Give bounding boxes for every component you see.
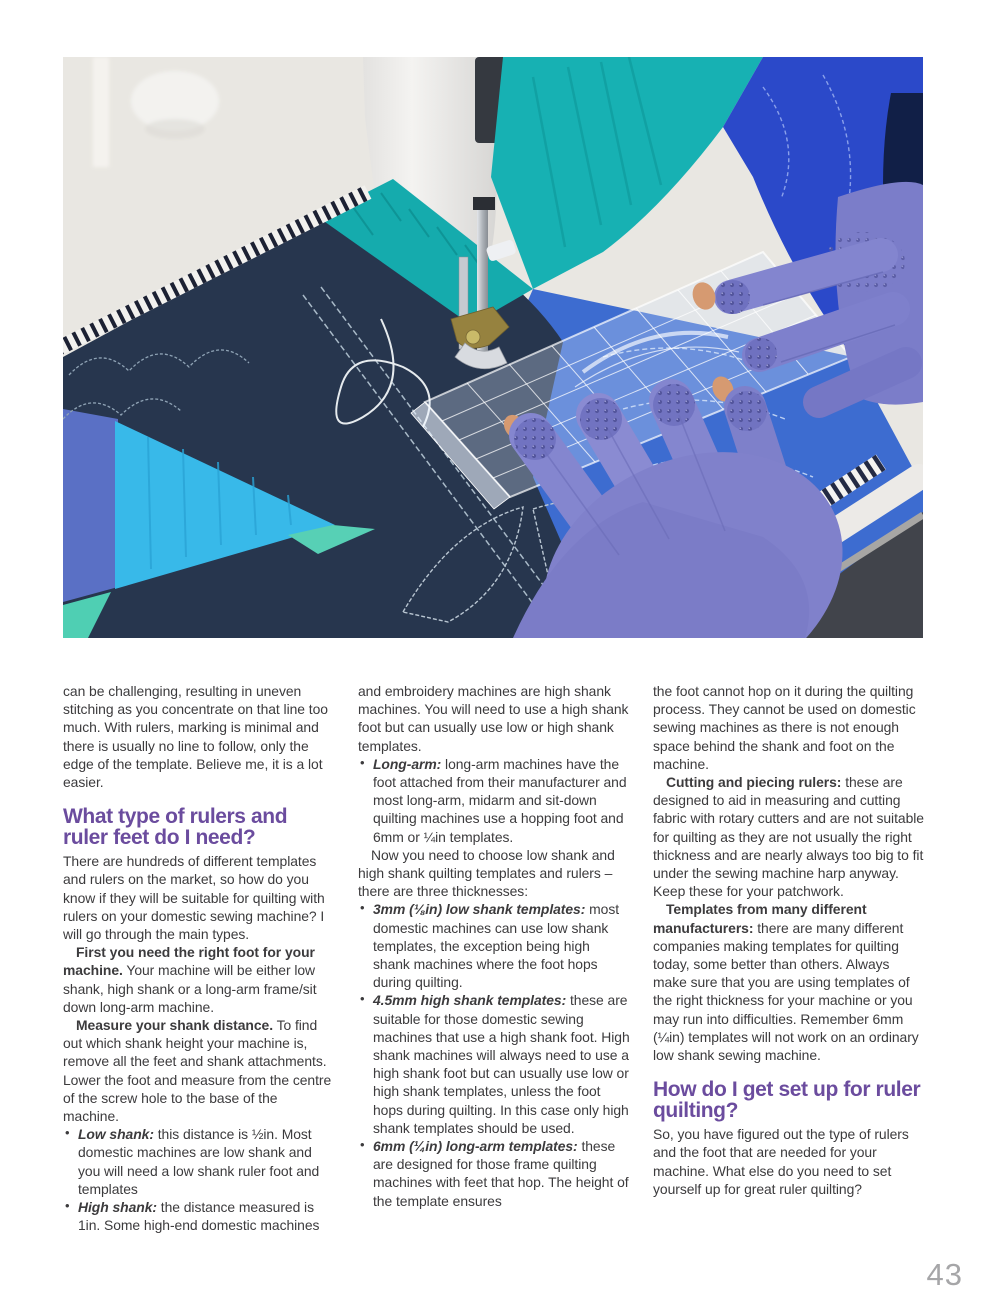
bullet-item bbox=[358, 900, 630, 991]
periwinkle-patch bbox=[63, 409, 118, 602]
lead-in-text: 6mm (¼in) long-arm templates: bbox=[373, 1138, 578, 1155]
section-heading-line: What type of rulers and bbox=[63, 805, 288, 829]
text-run: the foot cannot hop on it during the quilting process. They cannot be used on domestic sewing machines as there is not enough space behind the shank and foot on the machine. bbox=[653, 683, 916, 772]
bullet-item bbox=[63, 1125, 335, 1198]
paragraph bbox=[63, 1016, 335, 1125]
lead-in-text: Templates from many different manufacturers: bbox=[653, 901, 867, 936]
bullet-item bbox=[63, 1198, 335, 1234]
text-run: There are hundreds of different templates and rulers on the market, so how do you know if they will be suitable for quilting with rulers on your domestic sewing machine? I will go through the main types. bbox=[63, 853, 325, 943]
paragraph bbox=[63, 682, 335, 791]
lead-in-text: 3mm (⅛in) low shank templates: bbox=[373, 901, 586, 918]
text-column-1 bbox=[63, 682, 335, 1234]
paragraph bbox=[653, 773, 925, 900]
article-body bbox=[63, 682, 925, 1234]
text-run: Your machine will be either low shank, high shank or a long-arm frame/sit down long-arm machine. bbox=[63, 962, 317, 1015]
text-run: can be challenging, resulting in uneven stitching as you concentrate on that line too much. With rulers, marking is minimal and there is usually no line to follow, only the edge of the template. Believe me, it is a lot easier. bbox=[63, 683, 328, 791]
lead-in-text: 4.5mm high shank templates: bbox=[373, 992, 567, 1009]
section-heading bbox=[653, 1079, 925, 1121]
lead-in-text: Measure your shank distance. bbox=[76, 1017, 274, 1034]
bullet-item bbox=[358, 1137, 630, 1210]
bullet-item bbox=[358, 755, 630, 846]
paragraph bbox=[63, 943, 335, 1016]
text-column-2 bbox=[358, 682, 630, 1234]
section-heading bbox=[63, 806, 335, 848]
section-heading-line: How do I get set up for ruler bbox=[653, 1078, 921, 1102]
text-run: these are designed for those frame quilting machines with feet that hop. The height of the template ensures bbox=[373, 1138, 629, 1209]
photo-illustration bbox=[63, 57, 923, 638]
section-heading-line: ruler feet do I need? bbox=[63, 826, 256, 850]
text-run: there are many different companies making templates for quilting today, some better than others. Always make sure that you are using templates of the right thickness for your machine or you may run into difficulties. Remember 6mm (¼in) templates will not work on an ordinary low shank sewing machine. bbox=[653, 919, 919, 1064]
lead-in-text: High shank: bbox=[78, 1199, 157, 1216]
hero-photo-ruler-quilting bbox=[63, 57, 923, 638]
paragraph bbox=[653, 900, 925, 1064]
lead-in-text: First you need the right foot for your machine. bbox=[63, 944, 315, 979]
text-run: these are suitable for those domestic sewing machines that use a high shank foot. High shank machines will always need to use a high shank foot but can usually use low or high shank templates, unless the foot hops during quilting. In this case only high shank templates should be used. bbox=[373, 992, 630, 1136]
text-run: Now you need to choose low shank and high shank quilting templates and rulers – there are three thicknesses: bbox=[358, 846, 615, 900]
text-run: So, you have figured out the type of rulers and the foot that are needed for your machine. What else do you need to set yourself up for great ruler quilting? bbox=[653, 1126, 909, 1197]
page-number: 43 bbox=[926, 1257, 963, 1292]
paragraph bbox=[653, 682, 925, 773]
paragraph bbox=[653, 1125, 925, 1198]
lead-in-text: Low shank: bbox=[78, 1126, 154, 1143]
lead-in-text: Long-arm: bbox=[373, 755, 442, 772]
text-run: this distance is ½in. Most domestic machines are low shank and you will need a low shank ruler foot and templates bbox=[78, 1126, 320, 1197]
text-run: most domestic machines can use low shank templates, the exception being high shank machines where the foot hops during quilting. bbox=[373, 901, 620, 991]
text-run: long-arm machines have the foot attached from their manufacturer and most long-arm, midarm and sit-down quilting machines use a hopping foot and 6mm or ¼in templates. bbox=[373, 755, 627, 845]
paragraph bbox=[358, 682, 630, 755]
paragraph bbox=[358, 846, 630, 901]
text-run: the distance measured is 1in. Some high-end domestic machines bbox=[78, 1199, 320, 1234]
paragraph bbox=[63, 852, 335, 943]
lead-in-text: Cutting and piecing rulers: bbox=[666, 774, 842, 791]
bullet-item bbox=[358, 991, 630, 1137]
text-run: and embroidery machines are high shank machines. You will need to use a high shank foot but can usually use low or high shank templates. bbox=[358, 683, 629, 754]
text-run: these are designed to aid in measuring and cutting fabric with rotary cutters and are not suitable for quilting as they are not usually the right thickness and are nearly always too big to fit under the sewing machine harp anyway. Keep these for your patchwork. bbox=[653, 774, 924, 900]
text-column-3 bbox=[653, 682, 925, 1234]
section-heading-line: quilting? bbox=[653, 1099, 739, 1123]
text-run: To find out which shank height your machine is, remove all the feet and shank attachments. Lower the foot and measure from the centre of the screw hole to the base of the machine. bbox=[63, 1017, 332, 1125]
